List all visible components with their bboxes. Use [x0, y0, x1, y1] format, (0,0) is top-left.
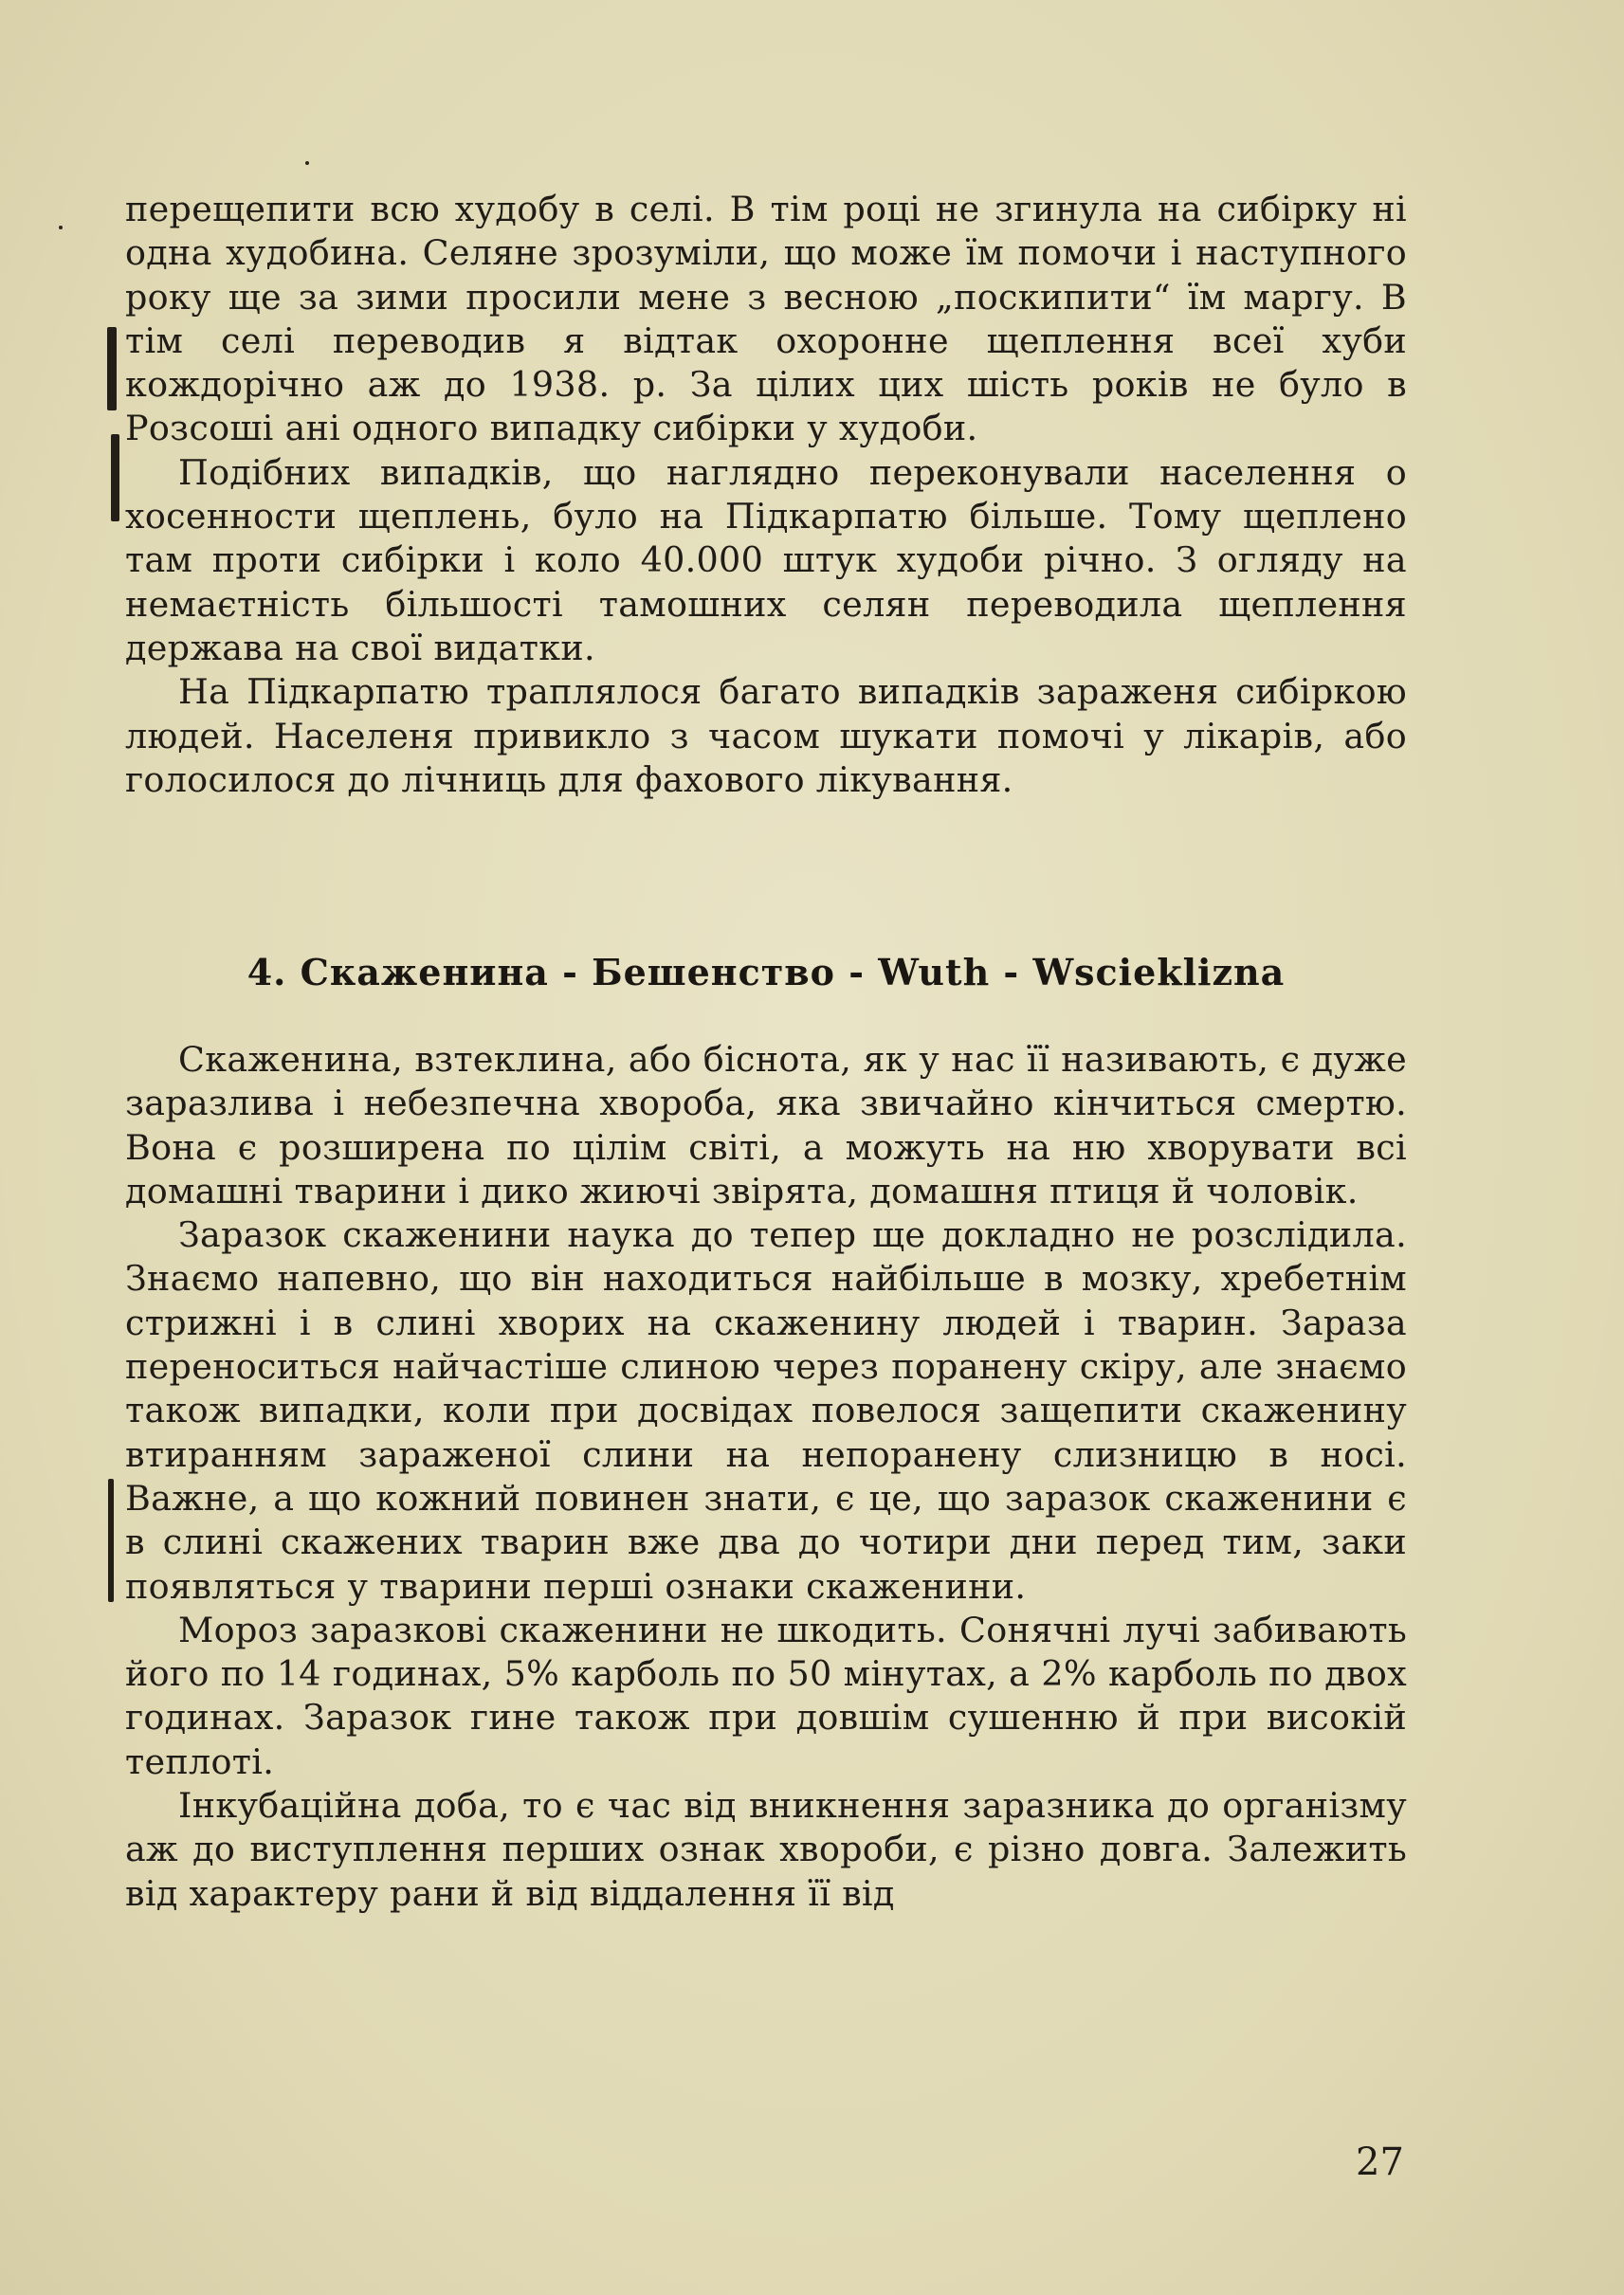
margin-bracket-mark: [111, 434, 119, 521]
paragraph-incubation: Інкубаційна доба, то є час від вникнення заразника до організму аж до виступлення перших ознак хвороби, є різно довга. Залежить від характеру рани й від віддалення її від: [125, 1785, 1407, 1914]
ink-speck: [305, 161, 309, 165]
top-text-block: [125, 188, 1407, 802]
paragraph-rabies-resistance: Мороз заразкові скаженини не шкодить. Сонячні лучі забивають його по 14 годинах, 5% карболь по 50 мінутах, а 2% карболь по двох годинах. Заразок гине також при довшім сушенню й при високій теплоті.: [125, 1609, 1407, 1782]
paragraph-rabies-intro: Скаженина, взтеклина, або біснота, як у нас її називають, є дуже заразлива і небезпечна хвороба, яка звичайно кінчиться смертю. Вона є розширена по цілім світі, а можуть на ню хворувати всі домашні тварини і дико жиючі звірята, домашня птиця й чоловік.: [125, 1039, 1407, 1211]
paragraph-rabies-pathogen: Заразок скаженини наука до тепер ще докладно не розслідила. Знаємо напевно, що він находиться найбільше в мозку, хребетнім стрижні і в слині хворих на скаженину людей і тварин. Зараза переноситься найчастіше слиною через поранену скіру, але знаємо також випадки, коли при досвідах повелося защепити скаженину втиранням зараженої слини на непоранену слизницю в носі. Важне, а що кожний повинен знати, є це, що заразок скаженини є в слині скажених тварин вже два до чотири дни перед тим, заки появляться у тварини перші ознаки скаженини.: [125, 1214, 1407, 1607]
margin-bracket-mark: [108, 1479, 114, 1602]
paragraph-human-infection: На Підкарпатю траплялося багато випадків зараженя сибіркою людей. Населеня привикло з часом шукати помочі у лікарів, або голосилося до лічниць для фахового лікування.: [125, 671, 1407, 800]
ink-speck: [59, 226, 63, 229]
bottom-text-block: [125, 1038, 1407, 1916]
margin-bracket-mark: [107, 327, 117, 410]
section-heading: 4. Скаженина - Бешенство - Wuth - Wscieklizna: [246, 951, 1286, 993]
page-number: 27: [1356, 2140, 1404, 2184]
paragraph-vaccination-cases: Подібних випадків, що наглядно переконували населення о хосенности щеплень, було на Підкарпатю більше. Тому щеплено там проти сибірки і коло 40.000 штук худоби річно. З огляду на немаєтність більшості тамошних селян переводила щеплення держава на свої видатки.: [125, 451, 1407, 668]
paragraph-continuation: перещепити всю худобу в селі. В тім році не згинула на сибірку ні одна худобина. Селяне зрозуміли, що може їм помочи і наступного року ще за зими просили мене з весною „поскипити“ їм маргу. В тім селі переводив я відтак охоронне щеплення всеї хуби кождорічно аж до 1938. р. За цілих цих шість років не було в Розсоші ані одного випадку сибірки у худоби.: [125, 189, 1407, 449]
